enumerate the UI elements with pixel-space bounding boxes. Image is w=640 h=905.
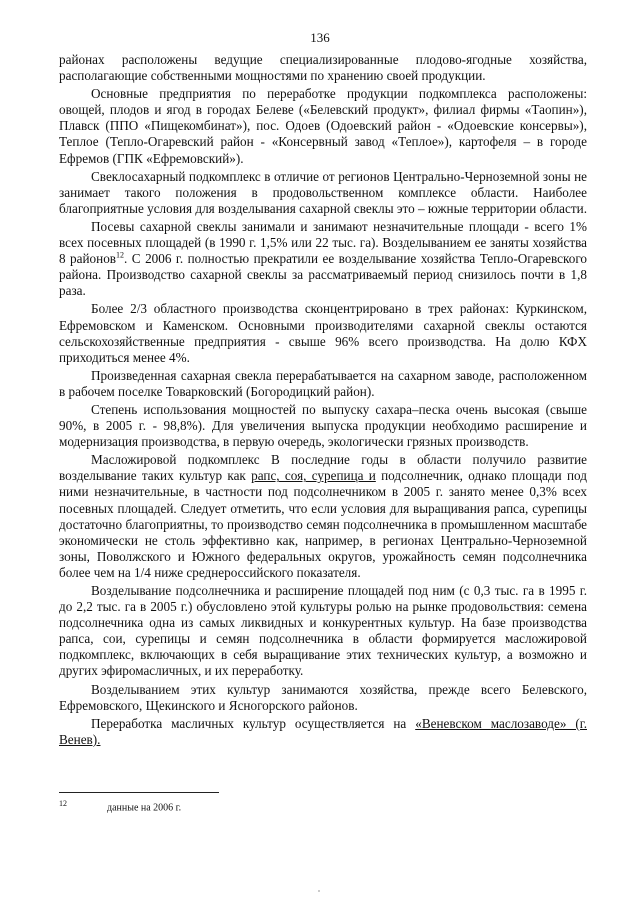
paragraph [59, 219, 587, 299]
paragraph [59, 716, 587, 748]
footnote-ref: 12 [116, 250, 125, 260]
text-run: Свеклосахарный подкомплекс в отличие от регионов Центрально-Черноземной зоны не занимает такого положения в продовольственном комплексе области. Наиболее благоприятные условия для возделывания сахарной свеклы это – южные территории области. [59, 168, 588, 216]
text-run: Посевы сахарной свеклы занимали и занимают незначительные площади - всего 1% всех посевных площадей (в 1990 г. 1,5% или 22 тыс. га). Возделыванием ее заняты хозяйства 8 районов [59, 218, 587, 267]
text-run: подсолнечник, однако площади под ними незначительные, в частности под подсолнечником в 2005 г. занято менее 0,3% всех посевных площадей. Следует отметить, что если условия для выращивания рапса, сурепицы достаточно благоприятны, то производство семян подсолнечника в промышленном масштабе экономически не столь эффективно как, например, в регионах Центрально-Черноземной зоны, Поволжского и Южного федеральных округов, урожайность семян подсолнечника более чем на 1/4 ниже среднероссийского показателя. [59, 468, 587, 580]
paragraph [59, 402, 587, 450]
paragraph [59, 452, 587, 581]
paragraph [59, 583, 587, 680]
text-run: Произведенная сахарная свекла перерабатывается на сахарном заводе, расположенном в рабочем поселке Товарковский (Богородицкий район). [59, 367, 587, 399]
text-run: рапс, соя, сурепица и [251, 468, 376, 484]
paragraph [59, 301, 587, 365]
page-number: 136 [310, 30, 330, 45]
text-body [59, 52, 587, 750]
footnote-marker: 12 [59, 799, 67, 808]
paragraph [59, 169, 587, 217]
footnote [59, 799, 181, 813]
footnote-text: данные на 2006 г. [107, 802, 182, 814]
paragraph [59, 682, 587, 714]
text-run: Переработка масличных культур осуществляется на [91, 715, 416, 731]
text-run: . С 2006 г. полностью прекратили ее возделывание хозяйства Тепло-Огаревского района. Производство сахарной свеклы за рассматриваемый период снизилось почти в 1,8 раза. [59, 251, 587, 299]
paragraph [59, 52, 587, 84]
text-run: Масложировой подкомплекс В последние годы в области получило развитие возделывание таких культур как [59, 452, 587, 484]
text-run: Возделывание подсолнечника и расширение площадей под ним (с 0,3 тыс. га в 1995 г. до 2,2 тыс. га в 2005 г.) обусловлено этой культуры ролью на рынке продовольствия: семена подсолнечника одна из самых ликвидных и конкурентных культур. На базе производства рапса, сои, сурепицы и семян подсолнечника в области формируется масложировой подкомплекс, включающих в себя выращивание этих технических культур, а возможно и других эфиромасличных, и их переработку. [59, 583, 587, 679]
text-run: Более 2/3 областного производства сконцентрировано в трех районах: Куркинском, Ефремовском и Каменском. Основными производителями сахарной свеклы остаются сельскохозяйственные предприятия - свыше 96% всего производства. На долю КФХ приходиться менее 4%. [59, 301, 587, 365]
paragraph [59, 368, 587, 400]
text-run: Степень использования мощностей по выпуску сахара–песка очень высокая (свыше 90%, в 2005 г. - 98,8%). Для увеличения выпуска продукции необходимо расширение и модернизация производства, в первую очередь, экологически грязных производств. [59, 401, 587, 450]
text-run: «Веневском маслозаводе» (г. Венев). [59, 715, 587, 747]
paragraph [59, 86, 587, 166]
text-run: районах расположены ведущие специализированные плодово-ягодные хозяйства, располагающие собственными мощностями по хранению своей продукции. [59, 52, 587, 84]
text-run: Возделыванием этих культур занимаются хозяйства, прежде всего Белевского, Ефремовского, Щекинского и Ясногорского районов. [59, 681, 587, 713]
text-run: Основные предприятия по переработке продукции подкомплекса расположены: овощей, плодов и ягод в городах Белеве («Белевский продукт», филиал фирмы «Таопин»), Плавск (ППО «Пищекомбинат»), пос. Одоев (Одоевский район - «Одоевские консервы»), Теплое (Тепло-Огаревский район - «Консервный завод «Теплое»), картофеля – в городе Ефремов (ГПК «Ефремовский»). [59, 86, 587, 166]
scan-speck [318, 890, 320, 892]
footnote-divider [59, 792, 219, 793]
